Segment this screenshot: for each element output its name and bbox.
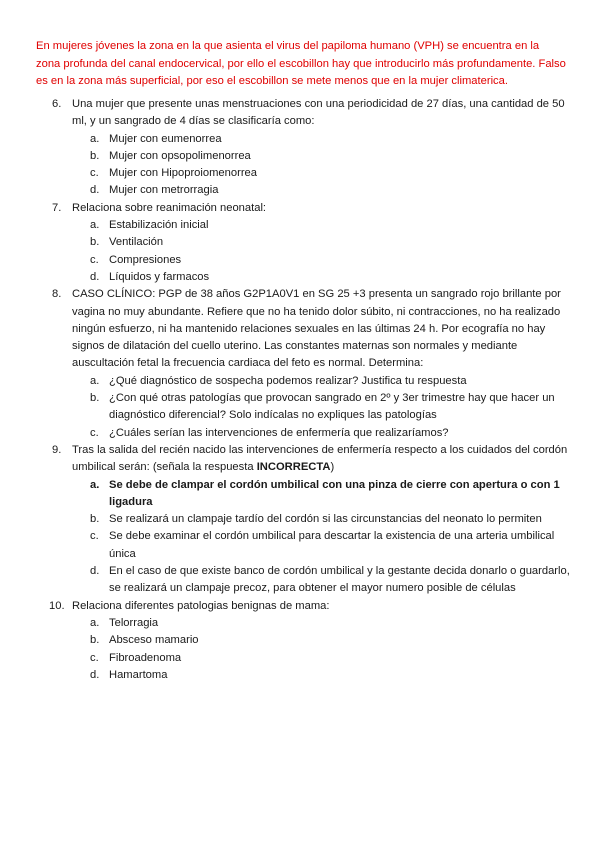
question-7 <box>52 200 572 286</box>
option <box>90 373 572 390</box>
option-letter: d. <box>90 668 100 681</box>
question-number: 8. <box>52 288 62 301</box>
question-text: Una mujer que presente unas menstruaciones con una periodicidad de 27 días, una cantidad de 50 ml, y un sangrado de 4 días se clasificaría como: <box>72 98 565 128</box>
question-number: 10. <box>49 599 65 612</box>
red-note: En mujeres jóvenes la zona en la que asienta el virus del papiloma humano (VPH) se encuentra en la zona profunda del canal endocervical, por ello el escobillon hay que introducirlo más profundamente. Falso es en la zona más superficial, por eso el escobillon se mete menos que en la mujer climaterica. <box>36 40 566 87</box>
option-letter: a. <box>90 478 100 491</box>
option-text: ¿Con qué otras patologías que provocan sangrado en 2º y 3er trimestre hay que hacer un diagnóstico diferencial? Solo indícalas no expliques las patologías <box>109 392 555 422</box>
option-text: Fibroadenoma <box>109 651 182 664</box>
option-text: Mujer con opsopolimenorrea <box>109 149 251 162</box>
option-letter: b. <box>90 149 100 162</box>
option-letter: c. <box>90 651 99 664</box>
option <box>90 563 572 598</box>
option-text: ¿Qué diagnóstico de sospecha podemos realizar? Justifica tu respuesta <box>109 374 467 387</box>
option <box>90 650 572 667</box>
option-text: Se debe examinar el cordón umbilical para descartar la existencia de una arteria umbilical única <box>109 530 555 560</box>
option-text: Mujer con metrorragia <box>109 184 219 197</box>
option <box>90 234 572 251</box>
question-number: 9. <box>52 443 62 456</box>
option-text: Absceso mamario <box>109 634 199 647</box>
question-number: 7. <box>52 201 62 214</box>
question-list <box>49 96 572 684</box>
option <box>90 511 572 528</box>
option-text: Hamartoma <box>109 668 168 681</box>
option <box>90 252 572 269</box>
question-emphasis: INCORRECTA <box>256 461 331 474</box>
option-letter: b. <box>90 392 100 405</box>
option-list <box>72 131 572 200</box>
question-6 <box>52 96 572 200</box>
option <box>90 182 572 199</box>
option-letter: a. <box>90 374 100 387</box>
question-text: Relaciona sobre reanimación neonatal: <box>72 201 267 214</box>
question-text: Relaciona diferentes patologias benignas de mama: <box>72 599 330 612</box>
option-letter: b. <box>90 634 100 647</box>
option <box>90 667 572 684</box>
option-text: Mujer con Hipoproiomenorrea <box>109 167 257 180</box>
option-letter: b. <box>90 513 100 526</box>
question-8 <box>52 286 572 442</box>
question-text-end: ) <box>330 461 335 474</box>
option-letter: c. <box>90 426 99 439</box>
option <box>90 528 572 563</box>
option <box>90 615 572 632</box>
option-text: Compresiones <box>109 253 182 266</box>
question-10 <box>49 598 572 684</box>
option-text: Se debe de clampar el cordón umbilical con una pinza de cierre con apertura o con 1 ligadura <box>109 478 560 508</box>
option <box>90 131 572 148</box>
option <box>90 165 572 182</box>
option <box>90 390 572 425</box>
question-number: 6. <box>52 98 62 110</box>
option-text: Mujer con eumenorrea <box>109 132 222 145</box>
question-text: Tras la salida del recién nacido las intervenciones de enfermería respecto a los cuidados del cordón umbilical serán: (señala la respuesta <box>72 443 568 474</box>
option <box>90 148 572 165</box>
option-text: Se realizará un clampaje tardío del cordón si las circunstancias del neonato lo permiten <box>109 513 542 526</box>
option-list <box>72 477 572 598</box>
option-text: Estabilización inicial <box>109 219 209 232</box>
option-letter: a. <box>90 219 100 232</box>
option-letter: c. <box>90 167 99 180</box>
option-text: Líquidos y farmacos <box>109 270 210 283</box>
option-letter: b. <box>90 236 100 249</box>
option-text: ¿Cuáles serían las intervenciones de enfermería que realizaríamos? <box>109 426 449 439</box>
question-9 <box>52 442 572 598</box>
option <box>90 425 572 442</box>
option <box>90 269 572 286</box>
option <box>90 477 572 512</box>
option-letter: a. <box>90 132 100 145</box>
option-list <box>72 217 572 286</box>
question-text: CASO CLÍNICO: PGP de 38 años G2P1A0V1 en SG 25 +3 presenta un sangrado rojo brillante por vagina no muy abundante. Refiere que no ha tenido dolor súbito, ni contracciones, no ha realizado ningún esfuerzo, ni ha mantenido relaciones sexuales en las últimas 24 h. Por ecografía no hay signos de dilatación del cuello uterino. Las constantes maternas son normales y mediante auscultación fetal la frecuencia cardiaca del feto es normal. Determina: <box>72 288 561 370</box>
option-letter: a. <box>90 616 100 629</box>
option-letter: c. <box>90 253 99 266</box>
option-text: Telorragia <box>109 616 159 629</box>
option-list <box>72 373 572 442</box>
option-letter: c. <box>90 530 99 543</box>
option-letter: d. <box>90 184 100 197</box>
option <box>90 217 572 234</box>
option-text: En el caso de que existe banco de cordón umbilical y la gestante decida donarlo o guardarlo, se realizará un clampaje precoz, para obtener el mayor numero posible de células <box>109 565 570 595</box>
option <box>90 632 572 649</box>
option-letter: d. <box>90 270 100 283</box>
option-list <box>72 615 572 684</box>
option-text: Ventilación <box>109 236 164 249</box>
option-letter: d. <box>90 565 100 578</box>
